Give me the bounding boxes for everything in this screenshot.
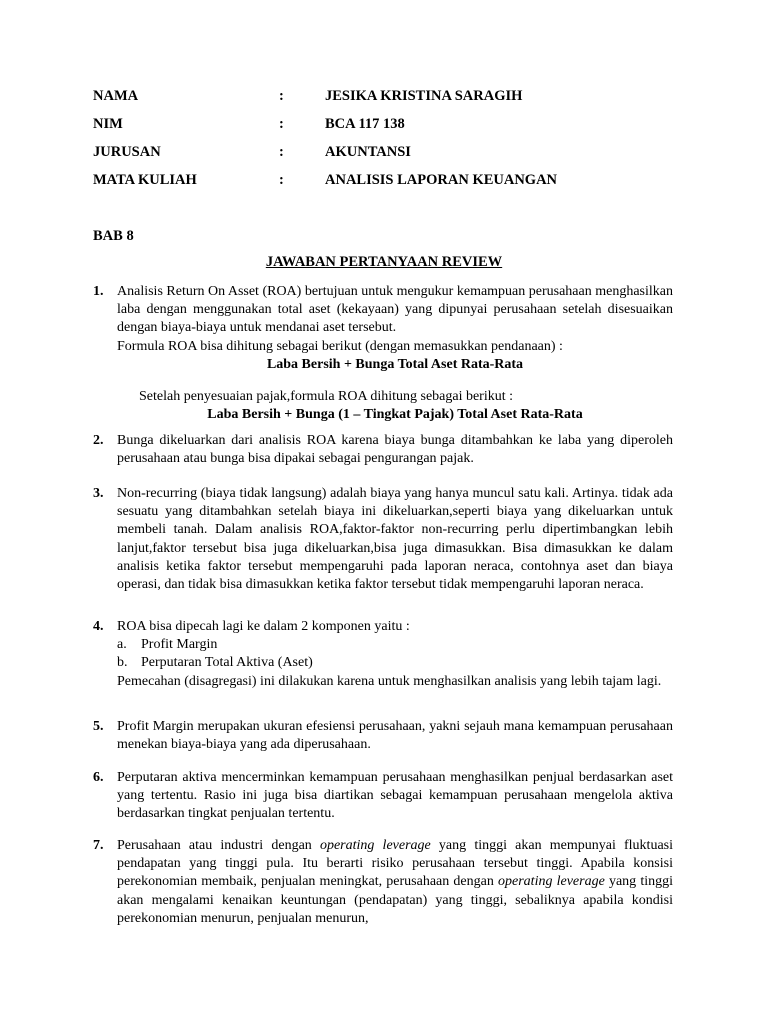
- item-paragraph: ROA bisa dipecah lagi ke dalam 2 komponen yaitu :: [117, 619, 410, 634]
- item-number: 7.: [93, 838, 104, 853]
- header-colon: :: [279, 144, 284, 160]
- item-paragraph: Perputaran aktiva mencerminkan kemampuan perusahaan menghasilkan penjual berdasarkan aset yang tertentu. Rasio ini juga bisa diartikan sebagai kemampuan perusahaan mengelola aktiva berdasarkan tingkat penjualan tertentu.: [117, 770, 673, 822]
- item-paragraph: Formula ROA bisa dihitung sebagai berikut (dengan memasukkan pendanaan) :: [117, 338, 563, 354]
- item-body: [117, 283, 673, 424]
- item-number: 6.: [93, 770, 104, 785]
- item-number: 5.: [93, 719, 104, 734]
- answer-item-2: [93, 432, 673, 468]
- item-number: 4.: [93, 619, 104, 634]
- header-row-nim: [93, 116, 693, 136]
- item-body: [117, 837, 673, 928]
- item-number: 1.: [93, 284, 104, 299]
- text-run: Perusahaan atau industri dengan: [117, 838, 320, 853]
- item-paragraph: Profit Margin merupakan ukuran efesiensi perusahaan, yakni sejauh mana kemampuan perusahaan menekan biaya-biaya yang ada diperusahaan.: [117, 719, 673, 753]
- text-run: yang tinggi akan mempunyai fluktuasi pendapatan yang tinggi pula. Itu berarti risiko perusahaan tersebut tinggi. Apabila konsisi perekonomian membaik, penjualan meningkat, perusahaan dengan: [117, 838, 674, 890]
- chapter-heading: BAB 8: [93, 228, 134, 244]
- answer-item-1: [93, 283, 673, 424]
- answer-item-7: [93, 837, 673, 928]
- item-paragraph: Analisis Return On Asset (ROA) bertujuan untuk mengukur kemampuan perusahaan menghasilkan laba dengan menggunakan total aset (kekayaan) yang dipunyai perusahaan setelah disesuaikan dengan biaya-biaya untuk mendanai aset tersebut.: [117, 284, 673, 336]
- list-item: [117, 654, 673, 672]
- item-number: 2.: [93, 433, 104, 448]
- item-paragraph: [117, 837, 673, 928]
- answer-item-3: [93, 485, 673, 594]
- header-value: BCA 117 138: [325, 116, 405, 132]
- list-item: [117, 636, 673, 654]
- answer-item-4: [93, 618, 673, 691]
- header-colon: :: [279, 172, 284, 188]
- header-value: ANALISIS LAPORAN KEUANGAN: [325, 172, 558, 188]
- answer-item-6: [93, 769, 673, 824]
- header-label: JURUSAN: [93, 144, 161, 160]
- header-row-jurusan: [93, 144, 693, 164]
- item-body: [117, 718, 673, 754]
- item-body: [117, 618, 673, 691]
- list-text: Profit Margin: [141, 637, 218, 653]
- header-value: AKUNTANSI: [325, 144, 411, 160]
- header-colon: :: [279, 116, 284, 132]
- text-run: yang tinggi akan mengalami kenaikan keuntungan (pendapatan) yang tinggi, sebaliknya apabila kondisi perekonomian menurun, penjualan menurun,: [117, 874, 674, 926]
- list-letter: b.: [117, 655, 128, 671]
- header-label: MATA KULIAH: [93, 172, 197, 188]
- header-row-mata-kuliah: [93, 172, 693, 192]
- list-letter: a.: [117, 637, 127, 653]
- answer-item-5: [93, 718, 673, 754]
- header-value: JESIKA KRISTINA SARAGIH: [325, 88, 523, 104]
- item-number: 3.: [93, 486, 104, 501]
- item-paragraph: Bunga dikeluarkan dari analisis ROA karena biaya bunga ditambahkan ke laba yang diperoleh perusahaan atau bunga bisa dipakai sebagai pengurangan pajak.: [117, 433, 673, 467]
- list-text: Perputaran Total Aktiva (Aset): [141, 655, 313, 671]
- item-paragraph: Non-recurring (biaya tidak langsung) adalah biaya yang hanya muncul satu kali. Artinya. tidak ada sesuatu yang ditambahkan setelah biaya ini dikeluarkan,seperti biaya yang dikeluarkan untuk membeli tanah. Dalam analisis ROA,faktor-faktor non-recurring perlu dipertimbangkan lebih lanjut,faktor tersebut bisa juga dikeluarkan,bisa juga dimasukkan. Bisa dimasukkan ke dalam analisis ketika faktor tersebut mempengaruhi pada laporan neraca, contohnya aset dan biaya operasi, dan tidak bisa dimasukkan ketika faktor tersebut tidak mempengaruhi laporan neraca.: [117, 486, 673, 593]
- page-title-text: JAWABAN PERTANYAAN REVIEW: [265, 254, 503, 270]
- formula-roa: Laba Bersih + Bunga Total Aset Rata-Rata: [266, 356, 524, 372]
- item-paragraph: Pemecahan (disagregasi) ini dilakukan karena untuk menghasilkan analisis yang lebih tajam lagi.: [117, 673, 662, 689]
- spacer: [117, 374, 673, 388]
- item-body: [117, 432, 673, 468]
- header-label: NAMA: [93, 88, 139, 104]
- emphasis-term: operating leverage: [319, 838, 431, 853]
- emphasis-term: operating leverage: [498, 874, 605, 890]
- item-body: [117, 485, 673, 594]
- header-colon: :: [279, 88, 284, 104]
- header-row-nama: [93, 88, 693, 108]
- formula-roa-tax: Laba Bersih + Bunga (1 – Tingkat Pajak) Total Aset Rata-Rata: [207, 407, 583, 423]
- header-label: NIM: [93, 116, 123, 132]
- item-body: [117, 769, 673, 824]
- item-paragraph: Setelah penyesuaian pajak,formula ROA dihitung sebagai berikut :: [139, 389, 514, 405]
- page-title: [0, 254, 768, 271]
